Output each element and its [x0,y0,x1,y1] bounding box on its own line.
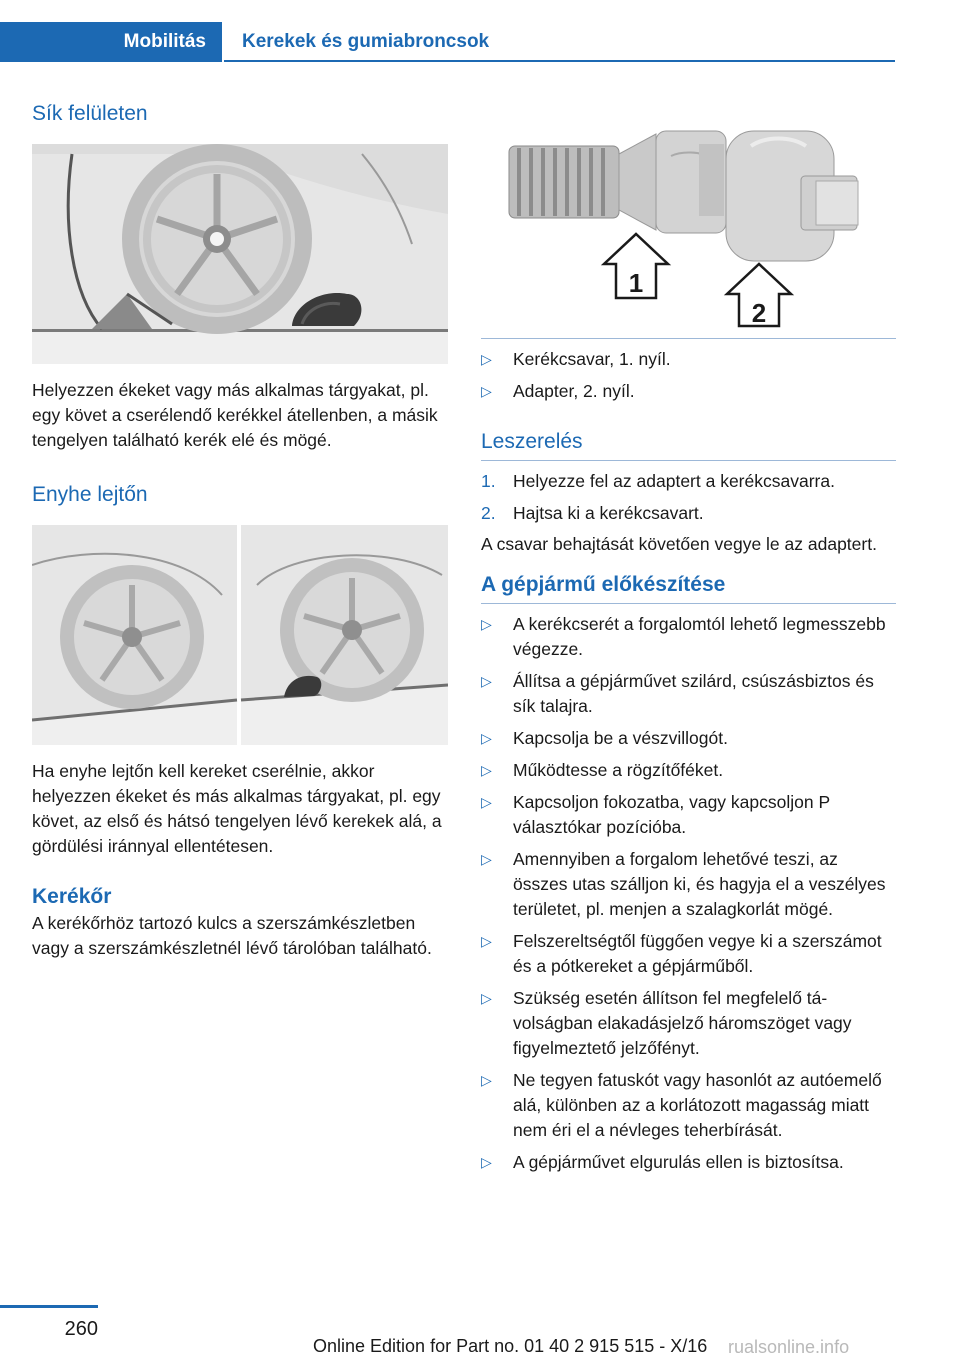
chapter-tab: Mobilitás [0,22,222,62]
preparation-list [481,612,896,1175]
flat-surface-illustration [32,144,448,364]
preparation-separator [481,603,896,604]
removal-heading: Leszerelés [481,430,583,453]
removal-note: A csavar behajtását követően vegye le az adaptert. [481,534,877,554]
list-item: ▷ Állítsa a gépjárművet szilárd, csúszásbiztos és sík talajra. [481,671,874,716]
bolt-adapter-illustration [481,126,896,336]
page-number: 260 [64,1318,98,1340]
slope-illustration [32,525,448,745]
preparation-heading: A gépjármű előkészítése [481,573,726,596]
flat-surface-heading: Sík felületen [32,102,148,125]
parts-list [481,347,896,404]
triangle-bullet-icon: ▷ [481,351,492,367]
list-item: ▷ Adapter, 2. nyíl. [481,379,896,404]
removal-steps [481,469,896,526]
list-item: ▷ Amennyiben a forgalom lehetővé teszi, az összes utas szálljon ki, és hagyja el a veszélyes területet, pl. menjen a szalagkorlát mögé. [481,849,886,919]
edition-footer: Online Edition for Part no. 01 40 2 915 515 - X/16 [313,1336,708,1356]
flat-surface-text: Helyezzen ékeket vagy más alkalmas tárgyakat, pl. egy követ a cserélendő kerékkel átellenben, a másik tengelyen található kerék elé és mögé. [32,380,438,450]
triangle-bullet-icon: ▷ [481,383,492,399]
step-number: 1. [481,471,496,491]
triangle-bullet-icon: ▷ [481,616,492,632]
triangle-bullet-icon: ▷ [481,990,492,1006]
slope-heading: Enyhe lejtőn [32,483,148,506]
list-item: ▷ A kerékcserét a forgalomtól lehető legmesszebb végezze. [481,614,886,659]
arrow-label-2: 2 [751,298,767,328]
triangle-bullet-icon: ▷ [481,794,492,810]
list-item: ▷ Felszereltségtől függően vegye ki a szerszámot és a pótkereket a gépjárműből. [481,931,882,976]
removal-separator [481,460,896,461]
list-item: ▷ Kapcsoljon fokozatba, vagy kapcsoljon P választókar pozícióba. [481,792,830,837]
triangle-bullet-icon: ▷ [481,1072,492,1088]
list-item: 1. Helyezze fel az adaptert a kerékcsavarra. [481,469,896,494]
triangle-bullet-icon: ▷ [481,933,492,949]
watermark: rualsonline.info [728,1337,850,1357]
arrow-label-1: 1 [628,268,644,298]
running-header [0,22,895,62]
list-item: ▷ A gépjárművet elgurulás ellen is biztosítsa. [481,1150,896,1175]
header-rule [224,60,895,62]
triangle-bullet-icon: ▷ [481,1154,492,1170]
list-item: ▷ Kerékcsavar, 1. nyíl. [481,347,896,372]
figure-separator [481,338,896,339]
list-item: ▷ Szükség esetén állítson fel megfelelő távolságban elakadásjelző háromszöget vagy figyelmeztető jelzőfényt. [481,988,852,1058]
section-tab: Kerekek és gumiabroncsok [242,31,490,52]
right-column [481,96,896,1175]
slope-text: Ha enyhe lejtőn kell kereket cserélnie, akkor helyezzen ékeket és más alkalmas tárgyakat, pl. egy követ, az első és hátsó tengelyen lévő kerekek alá, a gördülési iránnyal ellentétesen. [32,761,442,856]
list-item: ▷ Ne tegyen fatuskót vagy hasonlót az autóemelő alá, különben az a korlátozott magasság miatt nem éri el a névleges teherbírását. [481,1070,882,1140]
list-item: 2. Hajtsa ki a kerékcsavart. [481,501,896,526]
triangle-bullet-icon: ▷ [481,730,492,746]
wheel-lock-text: A kerékőrhöz tartozó kulcs a szerszámkészletben vagy a szerszámkészletnél lévő tárolóban található. [32,913,432,958]
triangle-bullet-icon: ▷ [481,762,492,778]
left-column [32,96,448,961]
triangle-bullet-icon: ▷ [481,851,492,867]
footer-rule [0,1305,98,1308]
triangle-bullet-icon: ▷ [481,673,492,689]
list-item: ▷ Kapcsolja be a vészvillogót. [481,726,896,751]
wheel-lock-heading: Kerékőr [32,885,112,908]
list-item: ▷ Működtesse a rögzítőféket. [481,758,896,783]
step-number: 2. [481,503,496,523]
